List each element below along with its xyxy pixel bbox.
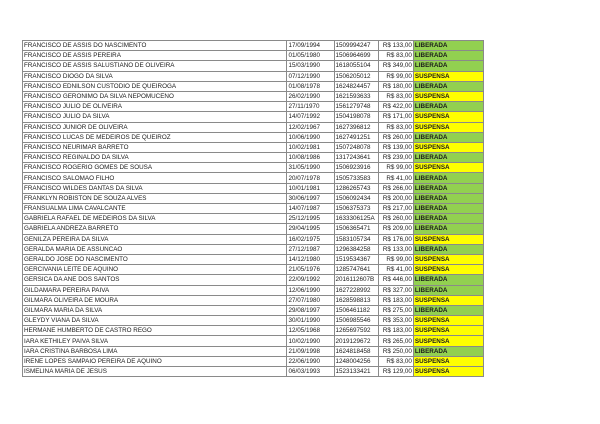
id-number-cell: 1506205012 — [334, 71, 379, 81]
table-row — [23, 316, 484, 326]
table-row — [23, 204, 484, 214]
name-cell: GILDAMARA PEREIRA PAIVA — [23, 285, 287, 295]
birth-date-cell: 31/05/1990 — [287, 163, 334, 173]
table-row — [23, 295, 484, 305]
birth-date-cell: 14/07/1987 — [287, 204, 334, 214]
value-cell: R$ 275,00 — [379, 305, 413, 315]
value-cell: R$ 183,00 — [379, 326, 413, 336]
id-number-cell: 1506092434 — [334, 193, 379, 203]
status-cell: LIBERADA — [413, 275, 483, 285]
name-cell: GERSICA DA ANE DOS SANTOS — [23, 275, 287, 285]
birth-date-cell: 21/09/1998 — [287, 346, 334, 356]
name-cell: HERMANE HUMBERTO DE CASTRO REGO — [23, 326, 287, 336]
table-row — [23, 285, 484, 295]
id-number-cell: 1627228992 — [334, 285, 379, 295]
value-cell: R$ 260,00 — [379, 214, 413, 224]
table-row — [23, 224, 484, 234]
id-number-cell: 1506985546 — [334, 316, 379, 326]
status-cell: SUSPENSA — [413, 122, 483, 132]
name-cell: FRANCISCO JULIO DE OLIVEIRA — [23, 102, 287, 112]
table-row — [23, 214, 484, 224]
name-cell: GILMARA OLIVEIRA DE MOURA — [23, 295, 287, 305]
id-number-cell: 1506923916 — [334, 163, 379, 173]
id-number-cell: 1506365471 — [334, 224, 379, 234]
name-cell: GILMARA MARIA DA SILVA — [23, 305, 287, 315]
value-cell: R$ 422,00 — [379, 102, 413, 112]
name-cell: FRANCISCO DE ASSIS PEREIRA — [23, 51, 287, 61]
id-number-cell: 1317243641 — [334, 153, 379, 163]
status-cell: LIBERADA — [413, 102, 483, 112]
table-row — [23, 254, 484, 264]
id-number-cell: 1507248078 — [334, 142, 379, 152]
status-cell: LIBERADA — [413, 204, 483, 214]
status-cell: LIBERADA — [413, 41, 483, 51]
birth-date-cell: 26/02/1990 — [287, 91, 334, 101]
table-row — [23, 91, 484, 101]
table-row — [23, 193, 484, 203]
status-cell: SUSPENSA — [413, 316, 483, 326]
id-number-cell: 2019129672 — [334, 336, 379, 346]
birth-date-cell: 12/05/1968 — [287, 326, 334, 336]
name-cell: FRANCISCO DIOGO DA SILVA — [23, 71, 287, 81]
id-number-cell: 1265697592 — [334, 326, 379, 336]
id-number-cell: 1561279748 — [334, 102, 379, 112]
status-cell: LIBERADA — [413, 51, 483, 61]
table-row — [23, 244, 484, 254]
birth-date-cell: 10/08/1986 — [287, 153, 334, 163]
name-cell: FRANCISCO WILDES DANTAS DA SILVA — [23, 183, 287, 193]
birth-date-cell: 07/12/1990 — [287, 71, 334, 81]
id-number-cell: 1624824457 — [334, 81, 379, 91]
name-cell: FRANCISCO GERONIMO DA SILVA NEPOMUCENO — [23, 91, 287, 101]
birth-date-cell: 14/07/1992 — [287, 112, 334, 122]
status-cell: SUSPENSA — [413, 265, 483, 275]
status-cell: LIBERADA — [413, 61, 483, 71]
value-cell: R$ 217,00 — [379, 204, 413, 214]
value-cell: R$ 250,00 — [379, 346, 413, 356]
value-cell: R$ 83,00 — [379, 122, 413, 132]
status-cell: SUSPENSA — [413, 367, 483, 377]
status-cell: SUSPENSA — [413, 142, 483, 152]
table-row — [23, 336, 484, 346]
name-cell: FRANSUALMA LIMA CAVALCANTE — [23, 204, 287, 214]
id-number-cell: 1296384258 — [334, 244, 379, 254]
id-number-cell: 1509994247 — [334, 41, 379, 51]
birth-date-cell: 30/01/1990 — [287, 316, 334, 326]
table-row — [23, 112, 484, 122]
id-number-cell: 1285747641 — [334, 265, 379, 275]
status-cell: LIBERADA — [413, 132, 483, 142]
value-cell: R$ 83,00 — [379, 51, 413, 61]
value-cell: R$ 239,00 — [379, 153, 413, 163]
birth-date-cell: 12/02/1967 — [287, 122, 334, 132]
birth-date-cell: 06/03/1993 — [287, 367, 334, 377]
birth-date-cell: 16/02/1975 — [287, 234, 334, 244]
birth-date-cell: 10/02/1990 — [287, 336, 334, 346]
table-row — [23, 71, 484, 81]
value-cell: R$ 83,00 — [379, 356, 413, 366]
table-row — [23, 275, 484, 285]
status-cell: SUSPENSA — [413, 336, 483, 346]
spreadsheet-table — [22, 40, 484, 377]
birth-date-cell: 21/05/1976 — [287, 265, 334, 275]
id-number-cell: 1504198078 — [334, 112, 379, 122]
value-cell: R$ 349,00 — [379, 61, 413, 71]
status-cell: LIBERADA — [413, 81, 483, 91]
table-row — [23, 265, 484, 275]
value-cell: R$ 327,00 — [379, 285, 413, 295]
birth-date-cell: 14/12/1980 — [287, 254, 334, 264]
name-cell: ISMELINA MARIA DE JESUS — [23, 367, 287, 377]
birth-date-cell: 15/03/1990 — [287, 61, 334, 71]
table-row — [23, 367, 484, 377]
status-cell: LIBERADA — [413, 183, 483, 193]
birth-date-cell: 27/11/1970 — [287, 102, 334, 112]
id-number-cell: 1633306125A — [334, 214, 379, 224]
id-number-cell: 1628598813 — [334, 295, 379, 305]
name-cell: FRANCISCO LUCAS DE MEDEIROS DE QUEIROZ — [23, 132, 287, 142]
birth-date-cell: 12/06/1990 — [287, 285, 334, 295]
status-cell: SUSPENSA — [413, 356, 483, 366]
name-cell: FRANKLYN ROBISTON DE SOUZA ALVES — [23, 193, 287, 203]
table-row — [23, 153, 484, 163]
table-row — [23, 346, 484, 356]
id-number-cell: 1621593633 — [334, 91, 379, 101]
id-number-cell: 1286265743 — [334, 183, 379, 193]
table-row — [23, 41, 484, 51]
id-number-cell: 1627396812 — [334, 122, 379, 132]
status-cell: SUSPENSA — [413, 326, 483, 336]
status-cell: SUSPENSA — [413, 163, 483, 173]
name-cell: FRANCISCO ROGERIO GOMES DE SOUSA — [23, 163, 287, 173]
value-cell: R$ 133,00 — [379, 244, 413, 254]
birth-date-cell: 27/12/1987 — [287, 244, 334, 254]
table-row — [23, 132, 484, 142]
value-cell: R$ 183,00 — [379, 295, 413, 305]
id-number-cell: 1523133421 — [334, 367, 379, 377]
status-cell: LIBERADA — [413, 193, 483, 203]
birth-date-cell: 01/05/1980 — [287, 51, 334, 61]
id-number-cell: 1624818458 — [334, 346, 379, 356]
status-cell: LIBERADA — [413, 346, 483, 356]
value-cell: R$ 353,00 — [379, 316, 413, 326]
status-cell: LIBERADA — [413, 244, 483, 254]
birth-date-cell: 01/08/1978 — [287, 81, 334, 91]
id-number-cell: 1248004256 — [334, 356, 379, 366]
status-cell: SUSPENSA — [413, 71, 483, 81]
status-cell: LIBERADA — [413, 173, 483, 183]
value-cell: R$ 265,00 — [379, 336, 413, 346]
table-row — [23, 51, 484, 61]
table-row — [23, 163, 484, 173]
birth-date-cell: 22/09/1992 — [287, 275, 334, 285]
status-cell: SUSPENSA — [413, 112, 483, 122]
status-cell: SUSPENSA — [413, 234, 483, 244]
birth-date-cell: 17/09/1994 — [287, 41, 334, 51]
name-cell: IARA KETHILEY PAIVA SILVA — [23, 336, 287, 346]
id-number-cell: 1505733583 — [334, 173, 379, 183]
birth-date-cell: 10/01/1981 — [287, 183, 334, 193]
name-cell: GERALDA MARIA DE ASSUNCAO — [23, 244, 287, 254]
birth-date-cell: 10/06/1990 — [287, 132, 334, 142]
value-cell: R$ 133,00 — [379, 41, 413, 51]
name-cell: GABRIELA RAFAEL DE MEDEIROS DA SILVA — [23, 214, 287, 224]
name-cell: FRANCISCO DE ASSIS DO NASCIMENTO — [23, 41, 287, 51]
table-body — [23, 41, 484, 377]
id-number-cell: 1506375373 — [334, 204, 379, 214]
name-cell: IARA CRISTINA BARBOSA LIMA — [23, 346, 287, 356]
value-cell: R$ 180,00 — [379, 81, 413, 91]
status-cell: SUSPENSA — [413, 91, 483, 101]
name-cell: GERALDO JOSE DO NASCIMENTO — [23, 254, 287, 264]
birth-date-cell: 29/04/1995 — [287, 224, 334, 234]
name-cell: IRENE LOPES SAMPAIO PEREIRA DE AQUINO — [23, 356, 287, 366]
name-cell: FRANCISCO JULIO DA SILVA — [23, 112, 287, 122]
status-cell: LIBERADA — [413, 285, 483, 295]
value-cell: R$ 41,00 — [379, 173, 413, 183]
birth-date-cell: 30/06/1997 — [287, 193, 334, 203]
birth-date-cell: 22/06/1990 — [287, 356, 334, 366]
table-row — [23, 102, 484, 112]
id-number-cell: 1583105734 — [334, 234, 379, 244]
value-cell: R$ 99,00 — [379, 254, 413, 264]
birth-date-cell: 27/07/1980 — [287, 295, 334, 305]
status-cell: SUSPENSA — [413, 254, 483, 264]
birth-date-cell: 20/07/1978 — [287, 173, 334, 183]
name-cell: FRANCISCO NEURIMAR BARRETO — [23, 142, 287, 152]
value-cell: R$ 41,00 — [379, 265, 413, 275]
status-cell: LIBERADA — [413, 305, 483, 315]
name-cell: FRANCISCO SALOMAO FILHO — [23, 173, 287, 183]
status-cell: SUSPENSA — [413, 295, 483, 305]
value-cell: R$ 99,00 — [379, 71, 413, 81]
value-cell: R$ 209,00 — [379, 224, 413, 234]
value-cell: R$ 266,00 — [379, 183, 413, 193]
id-number-cell: 1519534367 — [334, 254, 379, 264]
name-cell: FRANCISCO DE ASSIS SALUSTIANO DE OLIVEIRA — [23, 61, 287, 71]
table-row — [23, 142, 484, 152]
status-cell: LIBERADA — [413, 224, 483, 234]
value-cell: R$ 171,00 — [379, 112, 413, 122]
name-cell: GERCIVANIA LEITE DE AQUINO — [23, 265, 287, 275]
value-cell: R$ 260,00 — [379, 132, 413, 142]
name-cell: FRANCISCO EDNILSON CUSTODIO DE QUEIROGA — [23, 81, 287, 91]
value-cell: R$ 129,00 — [379, 367, 413, 377]
table-row — [23, 61, 484, 71]
birth-date-cell: 29/08/1997 — [287, 305, 334, 315]
name-cell: FRANCISCO REGINALDO DA SILVA — [23, 153, 287, 163]
table-row — [23, 234, 484, 244]
value-cell: R$ 99,00 — [379, 163, 413, 173]
table-row — [23, 183, 484, 193]
name-cell: GLEYDY VIANA DA SILVA — [23, 316, 287, 326]
id-number-cell: 1506964699 — [334, 51, 379, 61]
table-row — [23, 81, 484, 91]
birth-date-cell: 25/12/1995 — [287, 214, 334, 224]
name-cell: GABRIELA ANDREZA BARRETO — [23, 224, 287, 234]
status-cell: LIBERADA — [413, 153, 483, 163]
status-cell: LIBERADA — [413, 214, 483, 224]
table-row — [23, 173, 484, 183]
table-row — [23, 326, 484, 336]
id-number-cell: 1618055104 — [334, 61, 379, 71]
value-cell: R$ 446,00 — [379, 275, 413, 285]
id-number-cell: 1627491251 — [334, 132, 379, 142]
table-row — [23, 122, 484, 132]
table-row — [23, 356, 484, 366]
table-row — [23, 305, 484, 315]
name-cell: GENILZA PEREIRA DA SILVA — [23, 234, 287, 244]
value-cell: R$ 200,00 — [379, 193, 413, 203]
value-cell: R$ 139,00 — [379, 142, 413, 152]
value-cell: R$ 176,00 — [379, 234, 413, 244]
id-number-cell: 2016112607B — [334, 275, 379, 285]
birth-date-cell: 10/02/1981 — [287, 142, 334, 152]
id-number-cell: 1506461182 — [334, 305, 379, 315]
value-cell: R$ 83,00 — [379, 91, 413, 101]
name-cell: FRANCISCO JUNIOR DE OLIVEIRA — [23, 122, 287, 132]
